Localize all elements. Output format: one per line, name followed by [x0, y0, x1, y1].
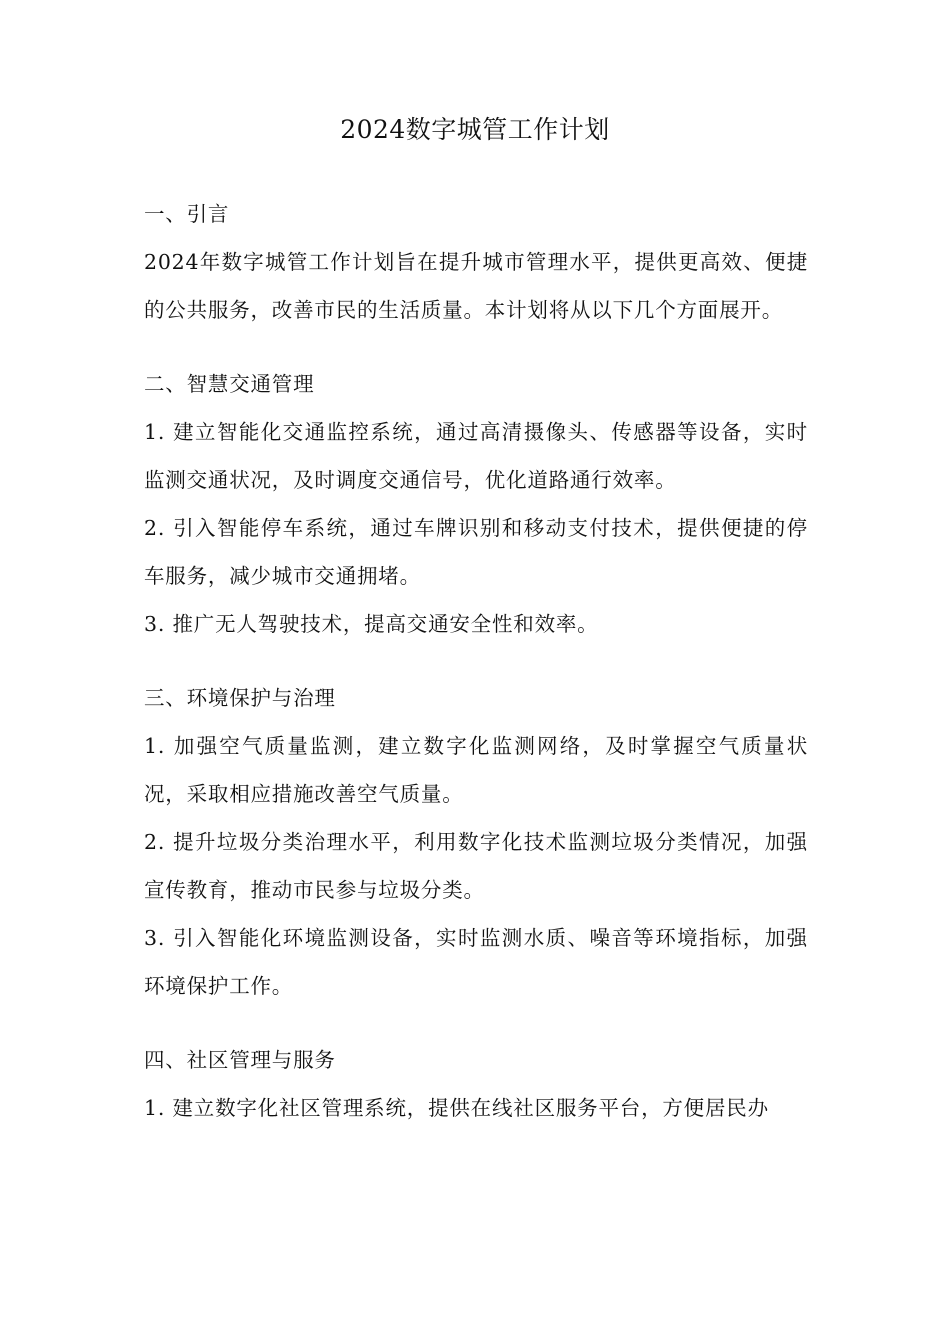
document-body	[144, 190, 808, 1132]
section-heading: 二、智慧交通管理	[144, 372, 315, 396]
section-spacer	[144, 334, 808, 360]
section-heading: 三、环境保护与治理	[144, 686, 336, 710]
section-heading: 四、社区管理与服务	[144, 1048, 336, 1072]
section-smart-traffic	[144, 360, 808, 648]
section-environment	[144, 674, 808, 1010]
section-community	[144, 1036, 808, 1132]
paragraph: 1. 建立数字化社区管理系统，提供在线社区服务平台，方便居民办	[144, 1096, 769, 1120]
section-heading: 一、引言	[144, 202, 230, 226]
paragraph: 2. 提升垃圾分类治理水平，利用数字化技术监测垃圾分类情况，加强宣传教育，推动市民参与垃圾分类。	[144, 830, 808, 902]
section-spacer	[144, 648, 808, 674]
document-title: 2024数字城管工作计划	[340, 115, 610, 144]
paragraph: 1. 建立智能化交通监控系统，通过高清摄像头、传感器等设备，实时监测交通状况，及时调度交通信号，优化道路通行效率。	[144, 420, 808, 492]
paragraph: 3. 引入智能化环境监测设备，实时监测水质、噪音等环境指标，加强环境保护工作。	[144, 926, 808, 998]
section-introduction	[144, 190, 808, 334]
paragraph: 3. 推广无人驾驶技术，提高交通安全性和效率。	[144, 612, 599, 636]
paragraph: 1. 加强空气质量监测，建立数字化监测网络，及时掌握空气质量状况，采取相应措施改善空气质量。	[144, 734, 808, 806]
section-spacer	[144, 1010, 808, 1036]
paragraph: 2. 引入智能停车系统，通过车牌识别和移动支付技术，提供便捷的停车服务，减少城市交通拥堵。	[144, 516, 808, 588]
paragraph: 2024年数字城管工作计划旨在提升城市管理水平，提供更高效、便捷的公共服务，改善市民的生活质量。本计划将从以下几个方面展开。	[144, 250, 808, 322]
